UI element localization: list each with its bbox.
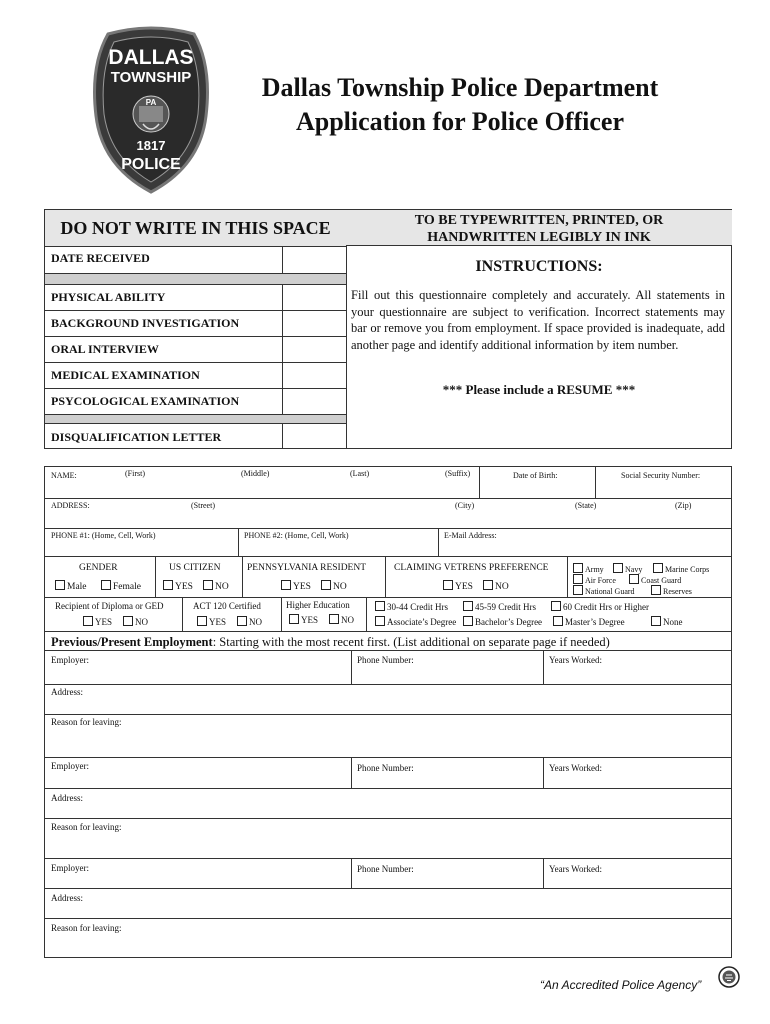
female-option[interactable]: Female [101, 580, 141, 593]
address-label: ADDRESS: [51, 501, 90, 510]
diploma-yes-option[interactable]: YES [83, 616, 112, 628]
citizen-label: US CITIZEN [169, 563, 221, 573]
pa-no-option[interactable]: NO [321, 580, 347, 593]
coast-guard-option[interactable]: Coast Guard [629, 574, 681, 586]
checkbox-icon [321, 580, 331, 590]
checkbox-icon [651, 616, 661, 626]
address-label: Address: [51, 893, 83, 903]
reason-label: Reason for leaving: [51, 923, 122, 933]
dob-label: Date of Birth: [513, 471, 558, 480]
instructions-heading: TO BE TYPEWRITTEN, PRINTED, OR HANDWRITTEN LEGIBLY IN INK [346, 210, 732, 246]
masters-option[interactable]: Master’s Degree [553, 616, 625, 628]
zip-hint: (Zip) [675, 501, 692, 510]
higher-ed-no-option[interactable]: NO [329, 614, 354, 626]
veterans-yes-option[interactable]: YES [443, 580, 473, 593]
office-use-column [45, 210, 347, 448]
ssn-label: Social Security Number: [621, 471, 701, 480]
checkbox-icon [551, 601, 561, 611]
checkbox-icon [375, 601, 385, 611]
footer-motto: “An Accredited Police Agency” [540, 978, 702, 992]
checkbox-icon [463, 601, 473, 611]
checkbox-icon [203, 580, 213, 590]
office-cell[interactable] [282, 246, 346, 273]
office-use-heading: DO NOT WRITE IN THIS SPACE [45, 210, 346, 247]
svg-text:POLICE: POLICE [121, 156, 181, 173]
checkbox-icon [653, 563, 663, 573]
checkbox-icon [101, 580, 111, 590]
citizen-no-option[interactable]: NO [203, 580, 229, 593]
reason-label: Reason for leaving: [51, 717, 122, 727]
higher-ed-yes-option[interactable]: YES [289, 614, 318, 626]
years-label: Years Worked: [549, 864, 602, 874]
pa-yes-option[interactable]: YES [281, 580, 311, 593]
office-row: PSYCOLOGICAL EXAMINATION [45, 389, 346, 415]
employment-heading: Previous/Present Employment: Starting with the most recent first. (List additional on separate page if needed) [51, 635, 610, 649]
marines-option[interactable]: Marine Corps [653, 563, 709, 575]
employer-label: Employer: [51, 761, 89, 771]
act120-label: ACT 120 Certified [193, 601, 261, 611]
checkbox-icon [629, 574, 639, 584]
state-hint: (State) [575, 501, 597, 510]
address-label: Address: [51, 793, 83, 803]
checkbox-icon [123, 616, 133, 626]
associates-option[interactable]: Associate’s Degree [375, 616, 456, 628]
diploma-no-option[interactable]: NO [123, 616, 148, 628]
police-badge-logo [88, 26, 214, 194]
svg-text:PA: PA [145, 98, 157, 107]
phone2-label: PHONE #2: (Home, Cell, Work) [244, 531, 349, 540]
checkbox-icon [237, 616, 247, 626]
phone1-label: PHONE #1: (Home, Cell, Work) [51, 531, 156, 540]
phone-label: Phone Number: [357, 864, 414, 874]
reserves-option[interactable]: Reserves [651, 585, 692, 597]
svg-text:1817: 1817 [136, 138, 166, 153]
employer-label: Employer: [51, 655, 89, 665]
office-cell[interactable] [282, 311, 346, 336]
email-label: E-Mail Address: [444, 531, 497, 540]
checkbox-icon [613, 563, 623, 573]
checkbox-icon [483, 580, 493, 590]
first-name-hint: (First) [125, 469, 145, 478]
name-field[interactable] [51, 481, 477, 497]
reason-label: Reason for leaving: [51, 822, 122, 832]
checkbox-icon [573, 563, 583, 573]
svg-text:TOWNSHIP: TOWNSHIP [110, 69, 192, 86]
checkbox-icon [281, 580, 291, 590]
office-cell[interactable] [282, 389, 346, 414]
office-row: DATE RECEIVED [45, 246, 346, 274]
checkbox-icon [55, 580, 65, 590]
checkbox-icon [573, 574, 583, 584]
checkbox-icon [163, 580, 173, 590]
act120-yes-option[interactable]: YES [197, 616, 226, 628]
bachelors-option[interactable]: Bachelor’s Degree [463, 616, 542, 628]
national-guard-option[interactable]: National Guard [573, 585, 635, 597]
male-option[interactable]: Male [55, 580, 87, 593]
address-label: Address: [51, 687, 83, 697]
phone-label: Phone Number: [357, 655, 414, 665]
credits-60-option[interactable]: 60 Credit Hrs or Higher [551, 601, 649, 613]
act120-no-option[interactable]: NO [237, 616, 262, 628]
employer-label: Employer: [51, 863, 89, 873]
credits-30-option[interactable]: 30-44 Credit Hrs [375, 601, 448, 613]
checkbox-icon [463, 616, 473, 626]
phone-label: Phone Number: [357, 763, 414, 773]
pa-resident-label: PENNSYLVANIA RESIDENT [247, 563, 367, 573]
air-force-option[interactable]: Air Force [573, 574, 616, 586]
suffix-hint: (Suffix) [445, 469, 471, 478]
office-cell[interactable] [282, 424, 346, 448]
checkbox-icon [443, 580, 453, 590]
checkbox-icon [289, 614, 299, 624]
checkbox-icon [329, 614, 339, 624]
office-row: PHYSICAL ABILITY [45, 285, 346, 311]
office-row: MEDICAL EXAMINATION [45, 363, 346, 389]
address-field[interactable] [51, 511, 727, 527]
middle-name-hint: (Middle) [241, 469, 270, 478]
checkbox-icon [651, 585, 661, 595]
checkbox-icon [197, 616, 207, 626]
accreditation-seal-icon [718, 966, 740, 988]
army-option[interactable]: Army [573, 563, 604, 575]
office-cell[interactable] [282, 337, 346, 362]
office-row: ORAL INTERVIEW [45, 337, 346, 363]
office-cell[interactable] [282, 363, 346, 388]
credits-45-option[interactable]: 45-59 Credit Hrs [463, 601, 536, 613]
checkbox-icon [553, 616, 563, 626]
resume-note: *** Please include a RESUME *** [442, 382, 636, 397]
page-title: Dallas Township Police Department [261, 73, 659, 102]
years-label: Years Worked: [549, 655, 602, 665]
gender-label: GENDER [79, 563, 118, 573]
diploma-label: Recipient of Diploma or GED [55, 601, 164, 611]
street-hint: (Street) [191, 501, 215, 510]
grey-band [45, 415, 346, 424]
none-option[interactable]: None [651, 616, 683, 628]
applicant-form [44, 466, 732, 958]
last-name-hint: (Last) [350, 469, 370, 478]
office-cell[interactable] [282, 285, 346, 310]
years-label: Years Worked: [549, 763, 602, 773]
office-row: BACKGROUND INVESTIGATION [45, 311, 346, 337]
navy-option[interactable]: Navy [613, 563, 642, 575]
higher-ed-label: Higher Education [286, 600, 350, 610]
citizen-yes-option[interactable]: YES [163, 580, 193, 593]
name-label: NAME: [51, 471, 77, 480]
instructions-body: Fill out this questionnaire completely and accurately. All statements in your questionnaire are subject to verification. Incorrect statements may bar or remove you from employment. If space provided is inadequate, add another page and identify additional information by item number. [351, 288, 725, 352]
grey-band [45, 274, 346, 285]
veterans-no-option[interactable]: NO [483, 580, 509, 593]
instructions-title: INSTRUCTIONS: [475, 258, 603, 275]
checkbox-icon [573, 585, 583, 595]
checkbox-icon [375, 616, 385, 626]
office-row: DISQUALIFICATION LETTER [45, 424, 346, 448]
page-subtitle: Application for Police Officer [295, 107, 625, 136]
svg-text:DALLAS: DALLAS [108, 46, 194, 69]
veterans-label: CLAIMING VETRENS PREFERENCE [394, 563, 549, 573]
city-hint: (City) [455, 501, 475, 510]
checkbox-icon [83, 616, 93, 626]
